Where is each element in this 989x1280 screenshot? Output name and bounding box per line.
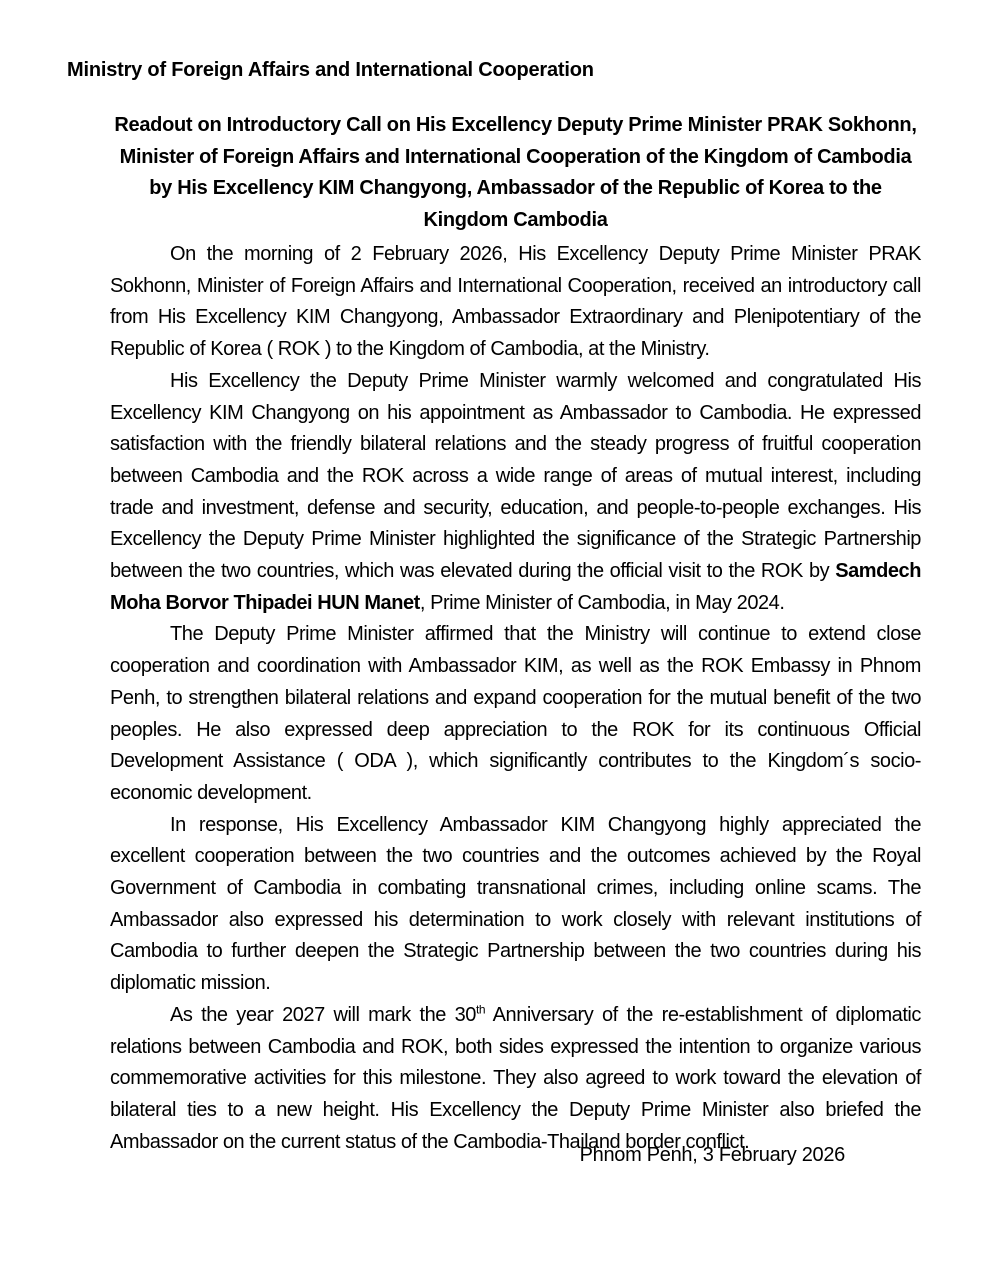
- dateline: Phnom Penh, 3 February 2026: [579, 1144, 845, 1166]
- paragraph-2-text-after: , Prime Minister of Cambodia, in May 2024.: [419, 591, 785, 614]
- prime-minister-name-bold: Samdech Moha Borvor Thipadei HUN Manet: [110, 560, 921, 614]
- paragraph-cooperation-oda: The Deputy Prime Minister affirmed that the Ministry will continue to extend close cooperation and coordination with Ambassador KIM, as well as the ROK Embassy in Phnom Penh, to strengthen bilateral relations and expand cooperation for the mutual benefit of the two peoples. He also expressed deep appreciation to the ROK for its continuous Official Development Assistance ( ODA ), which significantly contributes to the Kingdom´s socio-economic development.: [110, 623, 921, 804]
- paragraph-introductory-call: On the morning of 2 February 2026, His Excellency Deputy Prime Minister PRAK Sokhonn, Minister of Foreign Affairs and International Cooperation, received an introductory call from His Excellency KIM Changyong, Ambassador Extraordinary and Plenipotentiary of the Republic of Korea ( ROK ) to the Kingdom of Cambodia, at the Ministry.: [110, 243, 921, 361]
- document-body: [110, 239, 921, 1158]
- paragraph-2-text-before: His Excellency the Deputy Prime Minister warmly welcomed and congratulated His Excellency KIM Changyong on his appointment as Ambassador to Cambodia. He expressed satisfaction with the friendly bilateral relations and the steady progress of fruitful cooperation between Cambodia and the ROK across a wide range of areas of mutual interest, including trade and investment, defense and security, education, and people-to-people exchanges. His Excellency the Deputy Prime Minister highlighted the significance of the Strategic Partnership between the two countries, which was elevated during the official visit to the ROK by: [110, 369, 921, 583]
- paragraph-5-text-before: As the year 2027 will mark the 30: [170, 1003, 476, 1026]
- paragraph-5-text-after: Anniversary of the re-establishment of diplomatic relations between Cambodia and ROK, both sides expressed the intention to organize various commemorative activities for this milestone. They also agreed to work toward the elevation of bilateral ties to a new height. His Excellency the Deputy Prime Minister also briefed the Ambassador on the current status of the Cambodia-Thailand border conflict.: [110, 1003, 921, 1153]
- ministry-header: Ministry of Foreign Affairs and International Cooperation: [67, 59, 594, 81]
- paragraph-anniversary: [110, 1000, 921, 1159]
- document-title: Readout on Introductory Call on His Excellency Deputy Prime Minister PRAK Sokhonn, Minister of Foreign Affairs and International Cooperation of the Kingdom of Cambodia by His Excellency KIM Changyong, Ambassador of the Republic of Korea to the Kingdom Cambodia: [114, 114, 917, 231]
- ordinal-suffix: th: [475, 1002, 486, 1017]
- paragraph-welcome-congratulations: [110, 366, 921, 620]
- paragraph-ambassador-response: In response, His Excellency Ambassador KIM Changyong highly appreciated the excellent cooperation between the two countries and the outcomes achieved by the Royal Government of Cambodia in combating transnational crimes, including online scams. The Ambassador also expressed his determination to work closely with relevant institutions of Cambodia to further deepen the Strategic Partnership between the two countries during his diplomatic mission.: [110, 813, 921, 995]
